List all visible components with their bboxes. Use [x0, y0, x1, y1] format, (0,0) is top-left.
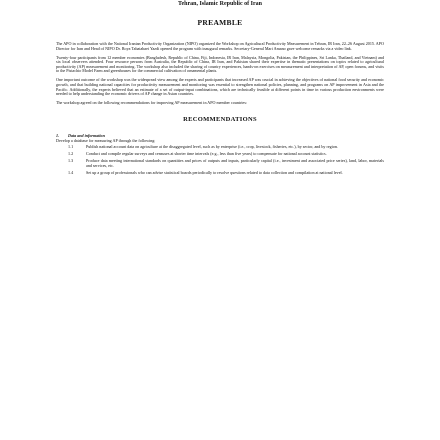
list-item — [56, 159, 384, 168]
recommendations-heading: RECOMMENDATIONS — [183, 115, 257, 123]
preamble-paragraph-2: Twenty-four participants from 12 member economies (Bangladesh, Republic of China, Fiji, Indonesia, IR Iran, Malaysia, Mongolia, Pakistan, the Philippines, Sri Lanka, Thailand, and Vietnam) and six local observers attended. Four resource persons from Australia, the Republic of China, IR Iran, and Pakistan shared their expertise in thematic presentations on topics related to agricultural productivity (AP) measurement and monitoring. The workshop also included the sharing of country experiences, hands-on exercises on measurement and interpretation of AP, open forums, and visits to the Pistachio Model Farm and greenhouses for the commercial cultivation of ornamental plants. — [56, 54, 384, 74]
list-item-text: Set up a group of professionals who can advise statistical boards periodically to resolve questions related to data collection and compilation at national level. — [86, 169, 343, 175]
preamble-paragraph-3: One important outcome of the workshop was the widespread view among the experts and participants that increased AP was crucial in achieving the objectives of national food security and economic growth, and that building national capacities for productivity measurement and monitoring was essential to strengthen national policies, planning, and programs on AP improvement in Asia and the Pacific. Additionally, the experts believed that an estimate of a set of output-input combinations, which are technically feasible at different points in time in various production environments were needed to help understanding the economic drivers of AP change in Asian countries. — [56, 77, 384, 97]
list-item-text: Publish national account data on agriculture at the disaggregated level, such as by enterprise (i.e., crop, livestock, fisheries, etc.), by sector, and by region. — [86, 144, 338, 150]
list-item — [56, 152, 384, 157]
preamble-paragraph-4: The workshop agreed on the following recommendations for improving AP measurement in APO member countries: — [56, 100, 248, 106]
list-item-text: Conduct and compile regular surveys and censuses at shorter time intervals (e.g., less than five years) to compensate for national account statistics. — [86, 151, 327, 157]
section-title: Data and information — [68, 132, 105, 138]
list-item-number: 1.1 — [68, 144, 74, 150]
section-number: 1. — [56, 132, 60, 138]
list-item-text: Produce data meeting international standards on quantities and prices of outputs and inputs, particularly capital (i.e., investment and associated price series), land, labor, materials and services, etc. — [86, 158, 384, 168]
list-item — [56, 145, 384, 150]
preamble-paragraph-1: The APO in collaboration with the National Iranian Productivity Organization (NIPO) organized the Workshop on Agricultural Productivity Measurement in Tehran, IR Iran, 22–26 August 2015. APO Director for Iran and Head of NIPO Dr. Roya Tabatabaei Yazdi opened the program with inaugural remarks. Secretary-General Mari Amano gave welcome remarks via a video link. — [56, 41, 384, 51]
section-intro: Develop a database for measuring AP through the following: — [56, 138, 156, 144]
list-item-number: 1.2 — [68, 151, 74, 157]
preamble-heading: PREAMBLE — [197, 18, 243, 27]
location-header: Tehran, Islamic Republic of Iran — [178, 1, 262, 7]
list-item-number: 1.3 — [68, 158, 74, 164]
document-body — [56, 42, 384, 178]
list-item — [56, 171, 384, 176]
list-item-number: 1.4 — [68, 169, 74, 175]
